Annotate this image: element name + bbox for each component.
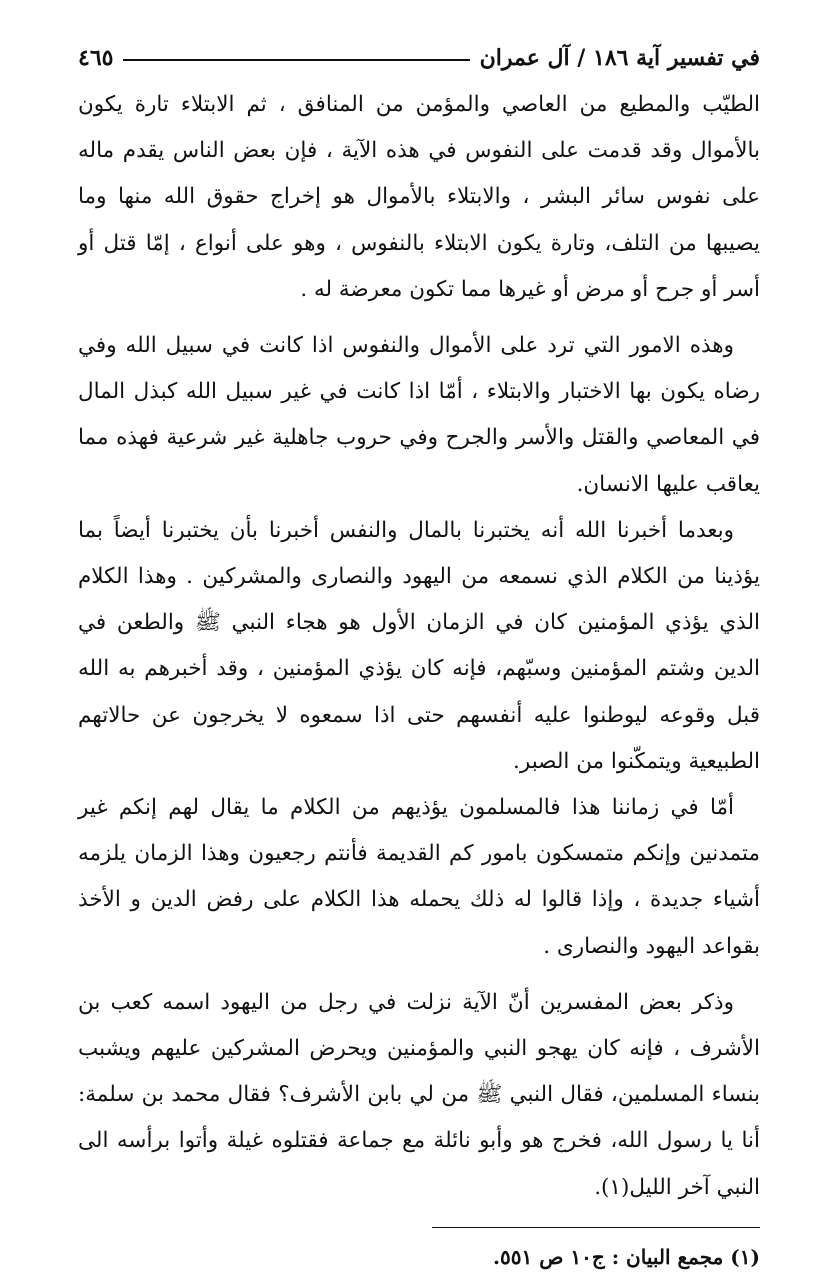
page-body xyxy=(78,82,760,1211)
paragraph-3: وبعدما أخبرنا الله أنه يختبرنا بالمال والنفس أخبرنا بأن يختبرنا أيضاً بما يؤذينا من الكلام الذي نسمعه من اليهود والنصارى والمشركين . وهذا الكلام الذي يؤذي المؤمنين كان في الزمان الأول هو هجاء النبي ﷺ والطعن في الدين وشتم المؤمنين وسبّهم، فإنه كان يؤذي المؤمنين ، وقد أخبرهم به الله قبل وقوعه ليوطنوا عليه أنفسهم حتى اذا سمعوه لا يخرجون عن حالاتهم الطبيعية ويتمكّنوا من الصبر. xyxy=(78,517,760,774)
footnote-separator xyxy=(432,1227,760,1228)
paragraph-2: وهذه الامور التي ترد على الأموال والنفوس اذا كانت في سبيل الله وفي رضاه يكون بها الاختبار والابتلاء ، أمّا اذا كانت في غير سبيل الله كبذل المال في المعاصي والقتل والأسر والجرح وفي حروب جاهلية غير شرعية فهذه مما يعاقب عليها الانسان. xyxy=(78,333,760,497)
header-title: في تفسير آية ١٨٦ / آل عمران xyxy=(479,45,760,71)
running-header xyxy=(78,38,760,78)
paragraph-4: أمّا في زماننا هذا فالمسلمون يؤذيهم من الكلام ما يقال لهم إنكم غير متمدنين وإنكم متمسكون بامور كم القديمة فأنتم رجعيون وهذا الزمان يلزمه أشياء جديدة ، وإذا قالوا له ذلك يحمله هذا الكلام على رفض الدين و الأخذ بقواعد اليهود والنصارى . xyxy=(78,795,760,959)
footnote: (١) مجمع البيان : ج١٠ ص ٥٥١. xyxy=(493,1244,760,1269)
page-number: ٤٦٥ xyxy=(78,45,114,71)
header-rule xyxy=(123,59,469,61)
paragraph-1: الطيّب والمطيع من العاصي والمؤمن من المنافق ، ثم الابتلاء تارة يكون بالأموال وقد قدمت على النفوس في هذه الآية ، فإن بعض الناس يقدم ماله على نفوس سائر البشر ، والابتلاء بالأموال هو إخراج حقوق الله منها وما يصيبها من التلف، وتارة يكون الابتلاء بالنفوس ، وهو على أنواع ، إمّا قتل أو أسر أو جرح أو مرض أو غيرها مما تكون معرضة له . xyxy=(78,92,760,302)
paragraph-5: وذكر بعض المفسرين أنّ الآية نزلت في رجل من اليهود اسمه كعب بن الأشرف ، فإنه كان يهجو النبي والمؤمنين ويحرض المشركين عليهم ويشبب بنساء المسلمين، فقال النبي ﷺ من لي بابن الأشرف؟ فقال محمد بن سلمة: أنا يا رسول الله، فخرج هو وأبو نائلة مع جماعة فقتلوه غيلة وأتوا برأسه الى النبي آخر الليل(١). xyxy=(78,989,760,1200)
